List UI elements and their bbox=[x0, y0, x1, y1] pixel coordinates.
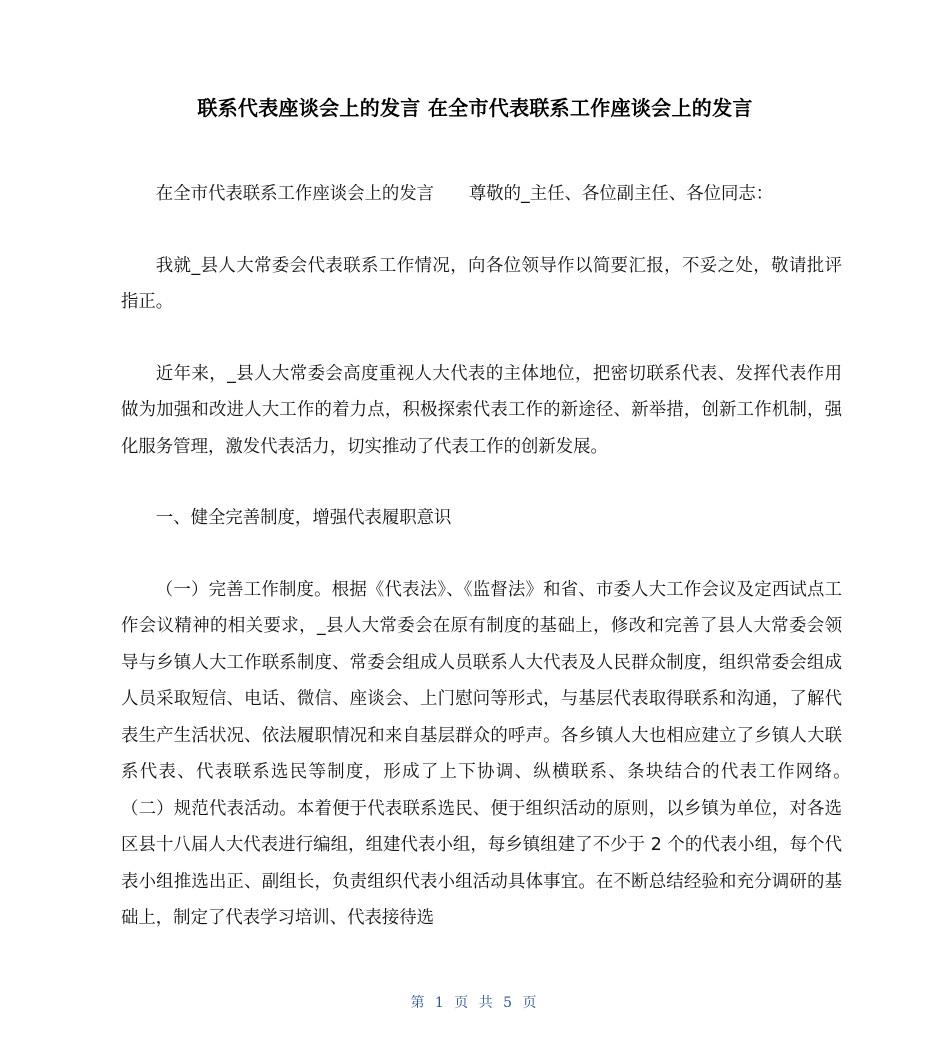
paragraph-salutation: 在全市代表联系工作座谈会上的发言 尊敬的_主任、各位副主任、各位同志： bbox=[155, 184, 774, 204]
document-title: 联系代表座谈会上的发言 在全市代表联系工作座谈会上的发言 bbox=[197, 96, 753, 120]
paragraph-section-1-body: （一）完善工作制度。根据《代表法》、《监督法》和省、市委人大工作会议及定西试点工作会议精神的相关要求，_县人大常委会在原有制度的基础上，修改和完善了县人大常委会领导与乡镇人大工作联系制度、常委会组成人员联系人大代表及人民群众制度，组织常委会组成人员采取短信、电话、微信、座谈会、上门慰问等形式，与基层代表取得联系和沟通，了解代表生产生活状况、依法履职情况和来自基层群众的呼声。各乡镇人大也相应建立了乡镇人大联系代表、代表联系选民等制度，形成了上下协调、纵横联系、条块结合的代表工作网络。 （二）规范代表活动。本着便于代表联系选民、便于组织活动的原则，以乡镇为单位，对各选区县十八届人大代表进行编组，组建代表小组，每乡镇组建了不少于 2 个的代表小组，每个代表小组推选出正、副组长，负责组织代表小组活动具体事宜。在不断总结经验和充分调研的基础上，制定了代表学习培训、代表接待选 bbox=[121, 579, 912, 928]
paragraph-intro: 我就_县人大常委会代表联系工作情况，向各位领导作以简要汇报，不妥之处，敬请批评指正。 bbox=[121, 255, 842, 312]
section-heading-1: 一、健全完善制度，增强代表履职意识 bbox=[155, 508, 452, 528]
page-number: 第 1 页 共 5 页 bbox=[410, 995, 540, 1011]
paragraph-overview: 近年来，_县人大常委会高度重视人大代表的主体地位，把密切联系代表、发挥代表作用做为加强和改进人大工作的着力点，积极探索代表工作的新途径、新举措，创新工作机制，强化服务管理，激发代表活力，切实推动了代表工作的创新发展。 bbox=[121, 363, 842, 457]
document-body bbox=[121, 176, 912, 937]
